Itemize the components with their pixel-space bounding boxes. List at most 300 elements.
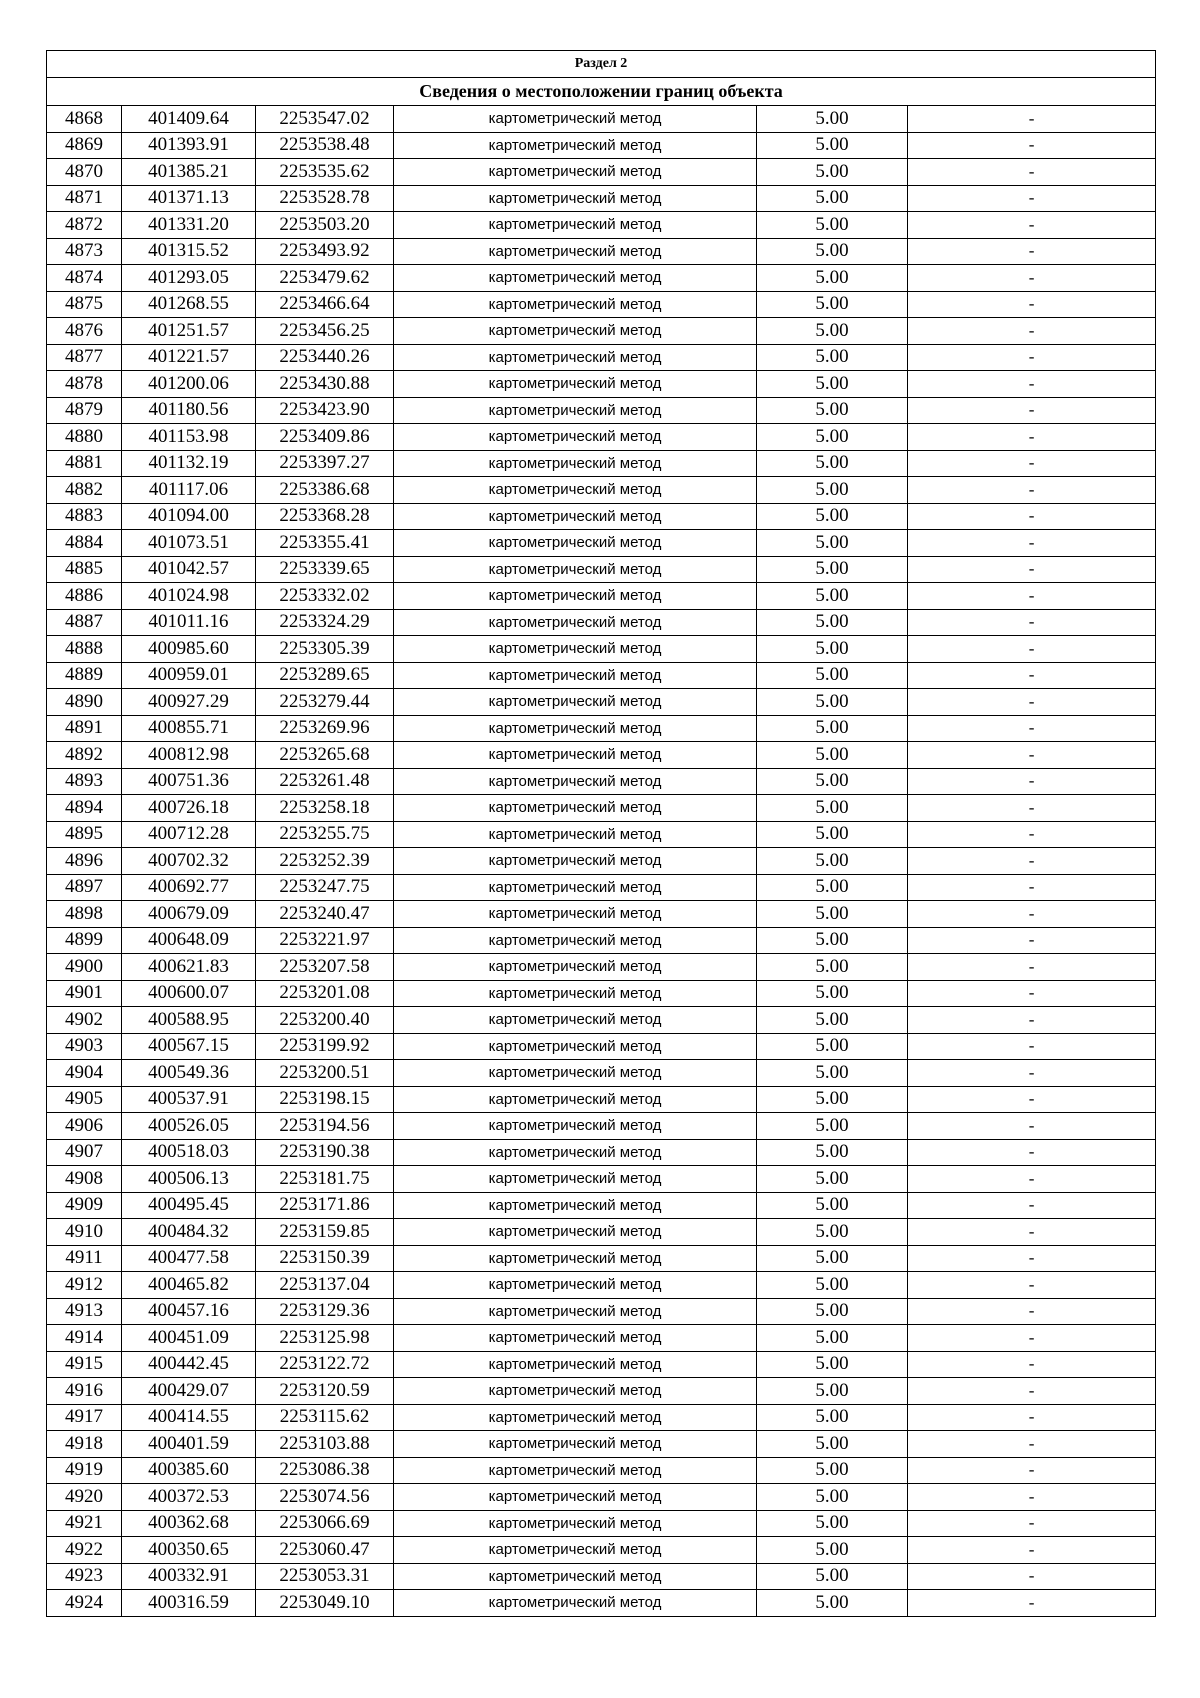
description-cell: -: [908, 1457, 1156, 1484]
x-coordinate-cell: 400414.55: [122, 1404, 256, 1431]
method-cell: картометрический метод: [394, 477, 757, 504]
method-cell: картометрический метод: [394, 609, 757, 636]
y-coordinate-cell: 2253324.29: [256, 609, 394, 636]
accuracy-cell: 5.00: [757, 1166, 908, 1193]
y-coordinate-cell: 2253198.15: [256, 1086, 394, 1113]
point-number-cell: 4891: [47, 715, 122, 742]
table-row: [47, 318, 1156, 345]
description-cell: -: [908, 344, 1156, 371]
description-cell: -: [908, 1325, 1156, 1352]
y-coordinate-cell: 2253535.62: [256, 159, 394, 186]
y-coordinate-cell: 2253190.38: [256, 1139, 394, 1166]
x-coordinate-cell: 401117.06: [122, 477, 256, 504]
table-row: [47, 874, 1156, 901]
y-coordinate-cell: 2253339.65: [256, 556, 394, 583]
description-cell: -: [908, 1431, 1156, 1458]
table-row: [47, 821, 1156, 848]
description-cell: -: [908, 397, 1156, 424]
x-coordinate-cell: 400518.03: [122, 1139, 256, 1166]
x-coordinate-cell: 400648.09: [122, 927, 256, 954]
description-cell: -: [908, 556, 1156, 583]
method-cell: картометрический метод: [394, 291, 757, 318]
x-coordinate-cell: 400429.07: [122, 1378, 256, 1405]
method-cell: картометрический метод: [394, 318, 757, 345]
description-cell: -: [908, 795, 1156, 822]
section-label: Раздел 2: [47, 51, 1156, 78]
method-cell: картометрический метод: [394, 530, 757, 557]
table-row: [47, 662, 1156, 689]
table-title: Сведения о местоположении границ объекта: [47, 78, 1156, 106]
point-number-cell: 4871: [47, 185, 122, 212]
table-row: [47, 1060, 1156, 1087]
table-row: [47, 1192, 1156, 1219]
x-coordinate-cell: 400702.32: [122, 848, 256, 875]
y-coordinate-cell: 2253479.62: [256, 265, 394, 292]
x-coordinate-cell: 401132.19: [122, 450, 256, 477]
description-cell: -: [908, 980, 1156, 1007]
point-number-cell: 4892: [47, 742, 122, 769]
method-cell: картометрический метод: [394, 1007, 757, 1034]
accuracy-cell: 5.00: [757, 1484, 908, 1511]
table-row: [47, 609, 1156, 636]
method-cell: картометрический метод: [394, 901, 757, 928]
table-row: [47, 450, 1156, 477]
description-cell: -: [908, 1484, 1156, 1511]
x-coordinate-cell: 401293.05: [122, 265, 256, 292]
description-cell: -: [908, 715, 1156, 742]
method-cell: картометрический метод: [394, 1431, 757, 1458]
y-coordinate-cell: 2253060.47: [256, 1537, 394, 1564]
description-cell: -: [908, 1007, 1156, 1034]
accuracy-cell: 5.00: [757, 1033, 908, 1060]
x-coordinate-cell: 400812.98: [122, 742, 256, 769]
point-number-cell: 4920: [47, 1484, 122, 1511]
x-coordinate-cell: 400332.91: [122, 1563, 256, 1590]
section-header-row: [47, 51, 1156, 78]
method-cell: картометрический метод: [394, 1086, 757, 1113]
accuracy-cell: 5.00: [757, 742, 908, 769]
accuracy-cell: 5.00: [757, 821, 908, 848]
accuracy-cell: 5.00: [757, 159, 908, 186]
table-row: [47, 1537, 1156, 1564]
table-row: [47, 530, 1156, 557]
table-row: [47, 238, 1156, 265]
table-row: [47, 636, 1156, 663]
point-number-cell: 4893: [47, 768, 122, 795]
method-cell: картометрический метод: [394, 1404, 757, 1431]
point-number-cell: 4911: [47, 1245, 122, 1272]
description-cell: -: [908, 1351, 1156, 1378]
accuracy-cell: 5.00: [757, 1325, 908, 1352]
method-cell: картометрический метод: [394, 397, 757, 424]
x-coordinate-cell: 400537.91: [122, 1086, 256, 1113]
table-row: [47, 1590, 1156, 1617]
method-cell: картометрический метод: [394, 424, 757, 451]
point-number-cell: 4906: [47, 1113, 122, 1140]
table-row: [47, 159, 1156, 186]
description-cell: -: [908, 265, 1156, 292]
point-number-cell: 4915: [47, 1351, 122, 1378]
accuracy-cell: 5.00: [757, 450, 908, 477]
point-number-cell: 4878: [47, 371, 122, 398]
table-row: [47, 1351, 1156, 1378]
x-coordinate-cell: 400484.32: [122, 1219, 256, 1246]
description-cell: -: [908, 132, 1156, 159]
accuracy-cell: 5.00: [757, 1060, 908, 1087]
method-cell: картометрический метод: [394, 1298, 757, 1325]
accuracy-cell: 5.00: [757, 795, 908, 822]
point-number-cell: 4900: [47, 954, 122, 981]
accuracy-cell: 5.00: [757, 1457, 908, 1484]
point-number-cell: 4923: [47, 1563, 122, 1590]
x-coordinate-cell: 400362.68: [122, 1510, 256, 1537]
point-number-cell: 4908: [47, 1166, 122, 1193]
x-coordinate-cell: 400679.09: [122, 901, 256, 928]
method-cell: картометрический метод: [394, 1378, 757, 1405]
table-row: [47, 901, 1156, 928]
point-number-cell: 4886: [47, 583, 122, 610]
accuracy-cell: 5.00: [757, 212, 908, 239]
x-coordinate-cell: 401042.57: [122, 556, 256, 583]
x-coordinate-cell: 400959.01: [122, 662, 256, 689]
point-number-cell: 4879: [47, 397, 122, 424]
y-coordinate-cell: 2253221.97: [256, 927, 394, 954]
accuracy-cell: 5.00: [757, 1192, 908, 1219]
x-coordinate-cell: 400927.29: [122, 689, 256, 716]
table-row: [47, 1325, 1156, 1352]
y-coordinate-cell: 2253053.31: [256, 1563, 394, 1590]
accuracy-cell: 5.00: [757, 636, 908, 663]
point-number-cell: 4909: [47, 1192, 122, 1219]
accuracy-cell: 5.00: [757, 609, 908, 636]
point-number-cell: 4914: [47, 1325, 122, 1352]
description-cell: -: [908, 1245, 1156, 1272]
method-cell: картометрический метод: [394, 795, 757, 822]
accuracy-cell: 5.00: [757, 530, 908, 557]
x-coordinate-cell: 401385.21: [122, 159, 256, 186]
y-coordinate-cell: 2253258.18: [256, 795, 394, 822]
accuracy-cell: 5.00: [757, 901, 908, 928]
description-cell: -: [908, 848, 1156, 875]
boundary-coordinates-table: [46, 50, 1156, 1617]
method-cell: картометрический метод: [394, 583, 757, 610]
description-cell: -: [908, 954, 1156, 981]
method-cell: картометрический метод: [394, 954, 757, 981]
y-coordinate-cell: 2253386.68: [256, 477, 394, 504]
description-cell: -: [908, 821, 1156, 848]
method-cell: картометрический метод: [394, 1113, 757, 1140]
accuracy-cell: 5.00: [757, 556, 908, 583]
point-number-cell: 4876: [47, 318, 122, 345]
accuracy-cell: 5.00: [757, 583, 908, 610]
accuracy-cell: 5.00: [757, 344, 908, 371]
point-number-cell: 4922: [47, 1537, 122, 1564]
method-cell: картометрический метод: [394, 1033, 757, 1060]
x-coordinate-cell: 400985.60: [122, 636, 256, 663]
accuracy-cell: 5.00: [757, 662, 908, 689]
y-coordinate-cell: 2253305.39: [256, 636, 394, 663]
x-coordinate-cell: 401409.64: [122, 106, 256, 133]
point-number-cell: 4907: [47, 1139, 122, 1166]
description-cell: -: [908, 503, 1156, 530]
point-number-cell: 4902: [47, 1007, 122, 1034]
description-cell: -: [908, 1378, 1156, 1405]
point-number-cell: 4875: [47, 291, 122, 318]
y-coordinate-cell: 2253397.27: [256, 450, 394, 477]
accuracy-cell: 5.00: [757, 1272, 908, 1299]
accuracy-cell: 5.00: [757, 185, 908, 212]
point-number-cell: 4883: [47, 503, 122, 530]
method-cell: картометрический метод: [394, 768, 757, 795]
point-number-cell: 4884: [47, 530, 122, 557]
y-coordinate-cell: 2253201.08: [256, 980, 394, 1007]
point-number-cell: 4901: [47, 980, 122, 1007]
method-cell: картометрический метод: [394, 1590, 757, 1617]
point-number-cell: 4912: [47, 1272, 122, 1299]
y-coordinate-cell: 2253269.96: [256, 715, 394, 742]
table-row: [47, 503, 1156, 530]
table-row: [47, 344, 1156, 371]
y-coordinate-cell: 2253279.44: [256, 689, 394, 716]
y-coordinate-cell: 2253207.58: [256, 954, 394, 981]
table-row: [47, 795, 1156, 822]
x-coordinate-cell: 400600.07: [122, 980, 256, 1007]
point-number-cell: 4895: [47, 821, 122, 848]
table-row: [47, 1298, 1156, 1325]
x-coordinate-cell: 400477.58: [122, 1245, 256, 1272]
y-coordinate-cell: 2253265.68: [256, 742, 394, 769]
accuracy-cell: 5.00: [757, 238, 908, 265]
description-cell: -: [908, 583, 1156, 610]
accuracy-cell: 5.00: [757, 954, 908, 981]
description-cell: -: [908, 1166, 1156, 1193]
method-cell: картометрический метод: [394, 159, 757, 186]
method-cell: картометрический метод: [394, 344, 757, 371]
x-coordinate-cell: 400442.45: [122, 1351, 256, 1378]
table-row: [47, 927, 1156, 954]
x-coordinate-cell: 400621.83: [122, 954, 256, 981]
method-cell: картометрический метод: [394, 848, 757, 875]
method-cell: картометрический метод: [394, 1457, 757, 1484]
description-cell: -: [908, 1113, 1156, 1140]
description-cell: -: [908, 1272, 1156, 1299]
x-coordinate-cell: 401331.20: [122, 212, 256, 239]
description-cell: -: [908, 927, 1156, 954]
point-number-cell: 4887: [47, 609, 122, 636]
method-cell: картометрический метод: [394, 1563, 757, 1590]
x-coordinate-cell: 401094.00: [122, 503, 256, 530]
method-cell: картометрический метод: [394, 874, 757, 901]
accuracy-cell: 5.00: [757, 874, 908, 901]
x-coordinate-cell: 400526.05: [122, 1113, 256, 1140]
table-row: [47, 477, 1156, 504]
x-coordinate-cell: 400549.36: [122, 1060, 256, 1087]
y-coordinate-cell: 2253538.48: [256, 132, 394, 159]
method-cell: картометрический метод: [394, 927, 757, 954]
point-number-cell: 4921: [47, 1510, 122, 1537]
x-coordinate-cell: 400401.59: [122, 1431, 256, 1458]
point-number-cell: 4924: [47, 1590, 122, 1617]
accuracy-cell: 5.00: [757, 768, 908, 795]
point-number-cell: 4872: [47, 212, 122, 239]
y-coordinate-cell: 2253493.92: [256, 238, 394, 265]
accuracy-cell: 5.00: [757, 980, 908, 1007]
x-coordinate-cell: 400350.65: [122, 1537, 256, 1564]
x-coordinate-cell: 401200.06: [122, 371, 256, 398]
y-coordinate-cell: 2253125.98: [256, 1325, 394, 1352]
method-cell: картометрический метод: [394, 1192, 757, 1219]
description-cell: -: [908, 1192, 1156, 1219]
description-cell: -: [908, 874, 1156, 901]
table-row: [47, 583, 1156, 610]
x-coordinate-cell: 400372.53: [122, 1484, 256, 1511]
description-cell: -: [908, 450, 1156, 477]
y-coordinate-cell: 2253430.88: [256, 371, 394, 398]
description-cell: -: [908, 609, 1156, 636]
point-number-cell: 4880: [47, 424, 122, 451]
description-cell: -: [908, 1139, 1156, 1166]
method-cell: картометрический метод: [394, 450, 757, 477]
x-coordinate-cell: 400457.16: [122, 1298, 256, 1325]
description-cell: -: [908, 1219, 1156, 1246]
point-number-cell: 4918: [47, 1431, 122, 1458]
accuracy-cell: 5.00: [757, 1431, 908, 1458]
description-cell: -: [908, 1298, 1156, 1325]
y-coordinate-cell: 2253332.02: [256, 583, 394, 610]
point-number-cell: 4894: [47, 795, 122, 822]
description-cell: -: [908, 1404, 1156, 1431]
accuracy-cell: 5.00: [757, 1590, 908, 1617]
method-cell: картометрический метод: [394, 1510, 757, 1537]
y-coordinate-cell: 2253194.56: [256, 1113, 394, 1140]
accuracy-cell: 5.00: [757, 106, 908, 133]
y-coordinate-cell: 2253049.10: [256, 1590, 394, 1617]
x-coordinate-cell: 401011.16: [122, 609, 256, 636]
accuracy-cell: 5.00: [757, 503, 908, 530]
x-coordinate-cell: 400506.13: [122, 1166, 256, 1193]
description-cell: -: [908, 742, 1156, 769]
table-row: [47, 1139, 1156, 1166]
method-cell: картометрический метод: [394, 1166, 757, 1193]
y-coordinate-cell: 2253440.26: [256, 344, 394, 371]
table-row: [47, 1166, 1156, 1193]
x-coordinate-cell: 401024.98: [122, 583, 256, 610]
description-cell: -: [908, 212, 1156, 239]
point-number-cell: 4885: [47, 556, 122, 583]
accuracy-cell: 5.00: [757, 1537, 908, 1564]
y-coordinate-cell: 2253289.65: [256, 662, 394, 689]
x-coordinate-cell: 400465.82: [122, 1272, 256, 1299]
y-coordinate-cell: 2253171.86: [256, 1192, 394, 1219]
description-cell: -: [908, 106, 1156, 133]
x-coordinate-cell: 400726.18: [122, 795, 256, 822]
accuracy-cell: 5.00: [757, 132, 908, 159]
table-row: [47, 1484, 1156, 1511]
method-cell: картометрический метод: [394, 715, 757, 742]
y-coordinate-cell: 2253240.47: [256, 901, 394, 928]
point-number-cell: 4917: [47, 1404, 122, 1431]
table-row: [47, 742, 1156, 769]
description-cell: -: [908, 238, 1156, 265]
y-coordinate-cell: 2253255.75: [256, 821, 394, 848]
table-row: [47, 1007, 1156, 1034]
method-cell: картометрический метод: [394, 503, 757, 530]
point-number-cell: 4881: [47, 450, 122, 477]
description-cell: -: [908, 1086, 1156, 1113]
accuracy-cell: 5.00: [757, 1510, 908, 1537]
x-coordinate-cell: 400751.36: [122, 768, 256, 795]
y-coordinate-cell: 2253086.38: [256, 1457, 394, 1484]
point-number-cell: 4905: [47, 1086, 122, 1113]
x-coordinate-cell: 400316.59: [122, 1590, 256, 1617]
y-coordinate-cell: 2253252.39: [256, 848, 394, 875]
x-coordinate-cell: 401315.52: [122, 238, 256, 265]
point-number-cell: 4896: [47, 848, 122, 875]
method-cell: картометрический метод: [394, 1537, 757, 1564]
method-cell: картометрический метод: [394, 821, 757, 848]
x-coordinate-cell: 400567.15: [122, 1033, 256, 1060]
point-number-cell: 4888: [47, 636, 122, 663]
table-row: [47, 556, 1156, 583]
x-coordinate-cell: 401251.57: [122, 318, 256, 345]
description-cell: -: [908, 185, 1156, 212]
method-cell: картометрический метод: [394, 1245, 757, 1272]
y-coordinate-cell: 2253103.88: [256, 1431, 394, 1458]
y-coordinate-cell: 2253528.78: [256, 185, 394, 212]
accuracy-cell: 5.00: [757, 1378, 908, 1405]
point-number-cell: 4870: [47, 159, 122, 186]
x-coordinate-cell: 401180.56: [122, 397, 256, 424]
point-number-cell: 4869: [47, 132, 122, 159]
method-cell: картометрический метод: [394, 212, 757, 239]
table-row: [47, 1272, 1156, 1299]
point-number-cell: 4882: [47, 477, 122, 504]
table-row: [47, 715, 1156, 742]
description-cell: -: [908, 159, 1156, 186]
table-row: [47, 212, 1156, 239]
table-row: [47, 1404, 1156, 1431]
description-cell: -: [908, 530, 1156, 557]
y-coordinate-cell: 2253456.25: [256, 318, 394, 345]
accuracy-cell: 5.00: [757, 689, 908, 716]
x-coordinate-cell: 400495.45: [122, 1192, 256, 1219]
point-number-cell: 4899: [47, 927, 122, 954]
table-row: [47, 291, 1156, 318]
description-cell: -: [908, 662, 1156, 689]
table-row: [47, 185, 1156, 212]
y-coordinate-cell: 2253503.20: [256, 212, 394, 239]
accuracy-cell: 5.00: [757, 1219, 908, 1246]
point-number-cell: 4898: [47, 901, 122, 928]
point-number-cell: 4873: [47, 238, 122, 265]
y-coordinate-cell: 2253247.75: [256, 874, 394, 901]
method-cell: картометрический метод: [394, 1060, 757, 1087]
description-cell: -: [908, 689, 1156, 716]
accuracy-cell: 5.00: [757, 424, 908, 451]
x-coordinate-cell: 400451.09: [122, 1325, 256, 1352]
accuracy-cell: 5.00: [757, 715, 908, 742]
point-number-cell: 4897: [47, 874, 122, 901]
table-row: [47, 1113, 1156, 1140]
accuracy-cell: 5.00: [757, 1563, 908, 1590]
accuracy-cell: 5.00: [757, 1139, 908, 1166]
description-cell: -: [908, 1510, 1156, 1537]
x-coordinate-cell: 401221.57: [122, 344, 256, 371]
y-coordinate-cell: 2253159.85: [256, 1219, 394, 1246]
table-row: [47, 1033, 1156, 1060]
description-cell: -: [908, 371, 1156, 398]
x-coordinate-cell: 400855.71: [122, 715, 256, 742]
